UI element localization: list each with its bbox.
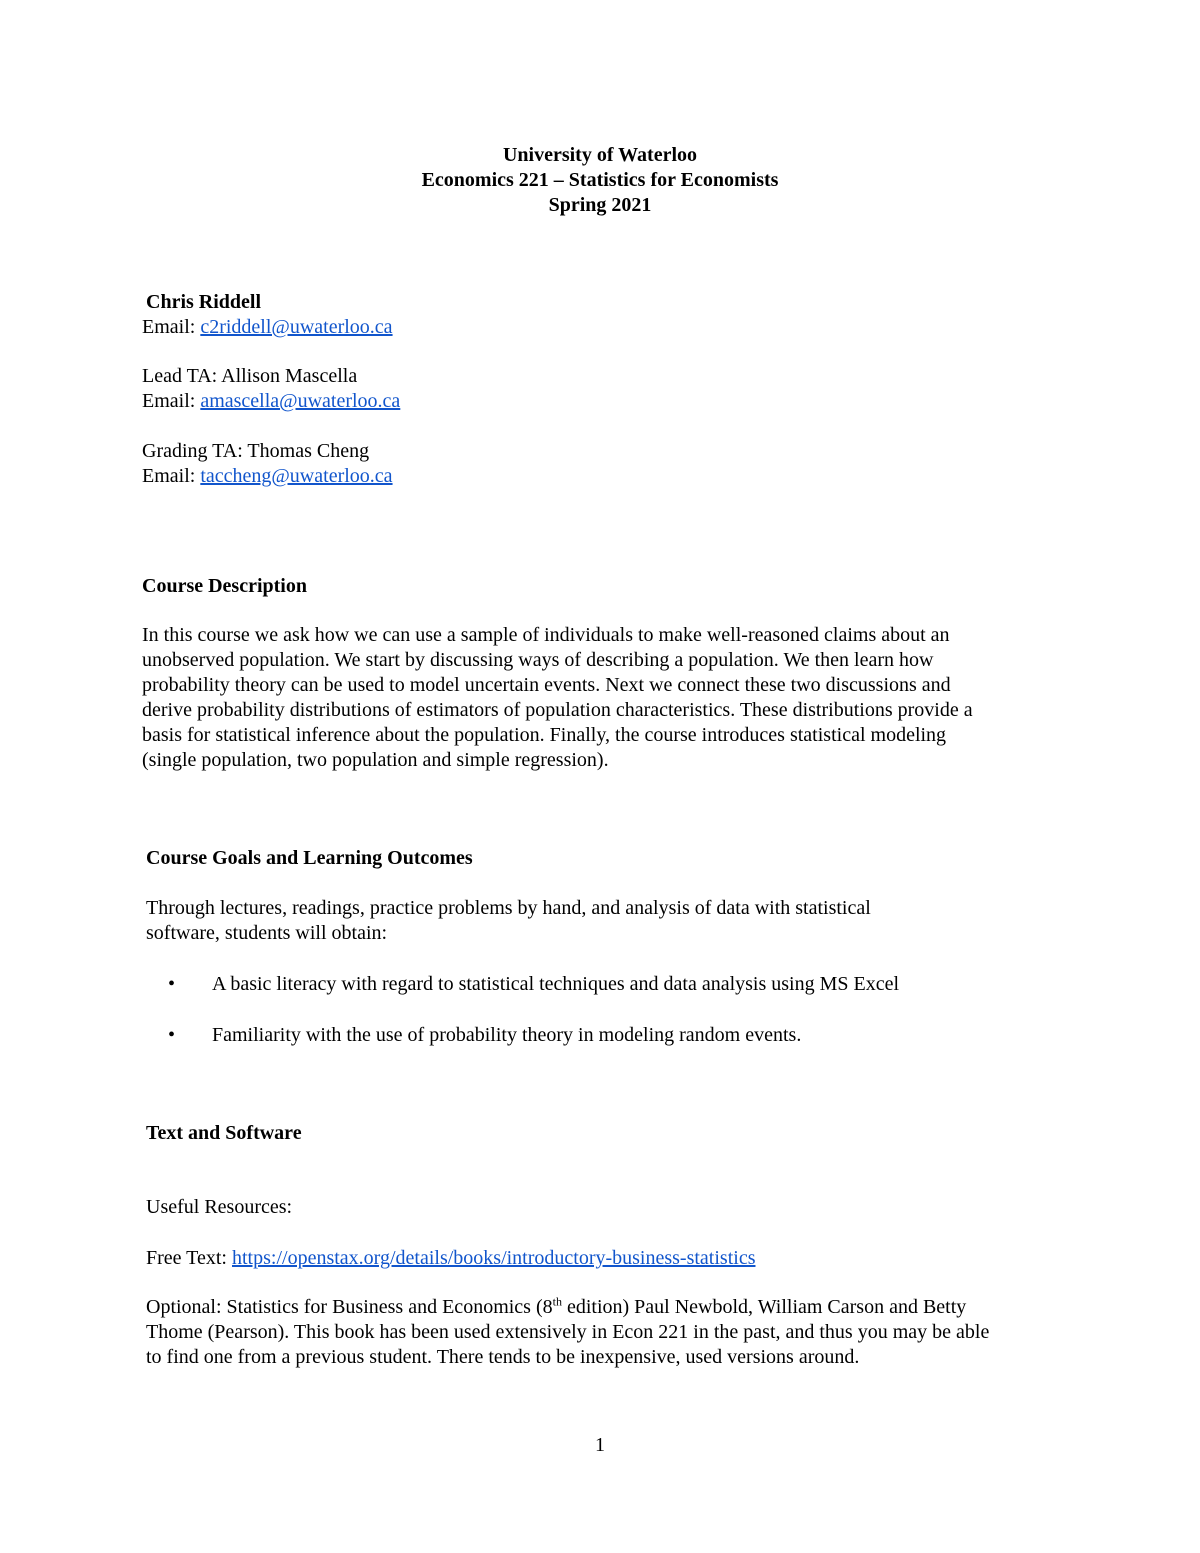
email-label: Email: — [142, 390, 201, 412]
lead-ta-email-line — [142, 389, 1062, 414]
goals-intro — [146, 896, 1066, 946]
useful-resources-label: Useful Resources: — [146, 1196, 293, 1218]
lead-ta-email-link[interactable]: amascella@uwaterloo.ca — [200, 390, 401, 412]
course-title: Economics 221 – Statistics for Economists — [421, 169, 779, 191]
goals-heading: Course Goals and Learning Outcomes — [146, 847, 473, 869]
paragraph-line: Optional: Statistics for Business and Economics (8th edition) Paul Newbold, William Carson and Betty — [146, 1294, 967, 1318]
course-description-body — [142, 623, 1062, 773]
optional-text-paragraph — [146, 1295, 1076, 1370]
superscript: th — [552, 1294, 562, 1309]
lead-ta-line: Lead TA: Allison Mascella — [142, 365, 358, 387]
paragraph-line: Thome (Pearson). This book has been used extensively in Econ 221 in the past, and thus you may be able — [146, 1321, 990, 1343]
document-header — [0, 143, 1200, 218]
paragraph-line: probability theory can be used to model uncertain events. Next we connect these two discussions and — [142, 674, 951, 696]
paragraph-line: unobserved population. We start by discussing ways of describing a population. We then learn how — [142, 649, 934, 671]
email-label: Email: — [142, 465, 201, 487]
paragraph-line: derive probability distributions of estimators of population characteristics. These distributions provide a — [142, 699, 973, 721]
instructor-email-link[interactable]: c2riddell@uwaterloo.ca — [200, 316, 393, 338]
bullet-icon: • — [168, 973, 176, 995]
paragraph-line: software, students will obtain: — [146, 922, 388, 944]
grading-ta-email-line — [142, 464, 1062, 489]
paragraph-line: In this course we ask how we can use a sample of individuals to make well-reasoned claims about an — [142, 624, 950, 646]
list-item-text: Familiarity with the use of probability theory in modeling random events. — [212, 1024, 802, 1046]
free-text-line — [146, 1246, 1066, 1271]
paragraph-line: (single population, two population and simple regression). — [142, 749, 609, 771]
free-text-label: Free Text: — [146, 1247, 232, 1269]
university-title: University of Waterloo — [502, 144, 698, 166]
email-label: Email: — [142, 316, 201, 338]
bullet-icon: • — [168, 1024, 176, 1046]
term-title: Spring 2021 — [548, 194, 652, 216]
course-description-heading: Course Description — [142, 575, 307, 597]
grading-ta-line: Grading TA: Thomas Cheng — [142, 440, 370, 462]
text-software-heading: Text and Software — [146, 1122, 302, 1144]
paragraph-line: to find one from a previous student. There tends to be inexpensive, used versions around. — [146, 1346, 860, 1368]
instructor-name: Chris Riddell — [146, 291, 262, 313]
free-text-link[interactable]: https://openstax.org/details/books/introductory-business-statistics — [232, 1247, 756, 1269]
page-number: 1 — [595, 1434, 605, 1456]
paragraph-line: Through lectures, readings, practice problems by hand, and analysis of data with statistical — [146, 897, 871, 919]
list-item-text: A basic literacy with regard to statistical techniques and data analysis using MS Excel — [212, 973, 900, 995]
grading-ta-email-link[interactable]: taccheng@uwaterloo.ca — [200, 465, 393, 487]
instructor-email-line — [142, 315, 1062, 340]
paragraph-line: basis for statistical inference about the population. Finally, the course introduces statistical modeling — [142, 724, 947, 746]
